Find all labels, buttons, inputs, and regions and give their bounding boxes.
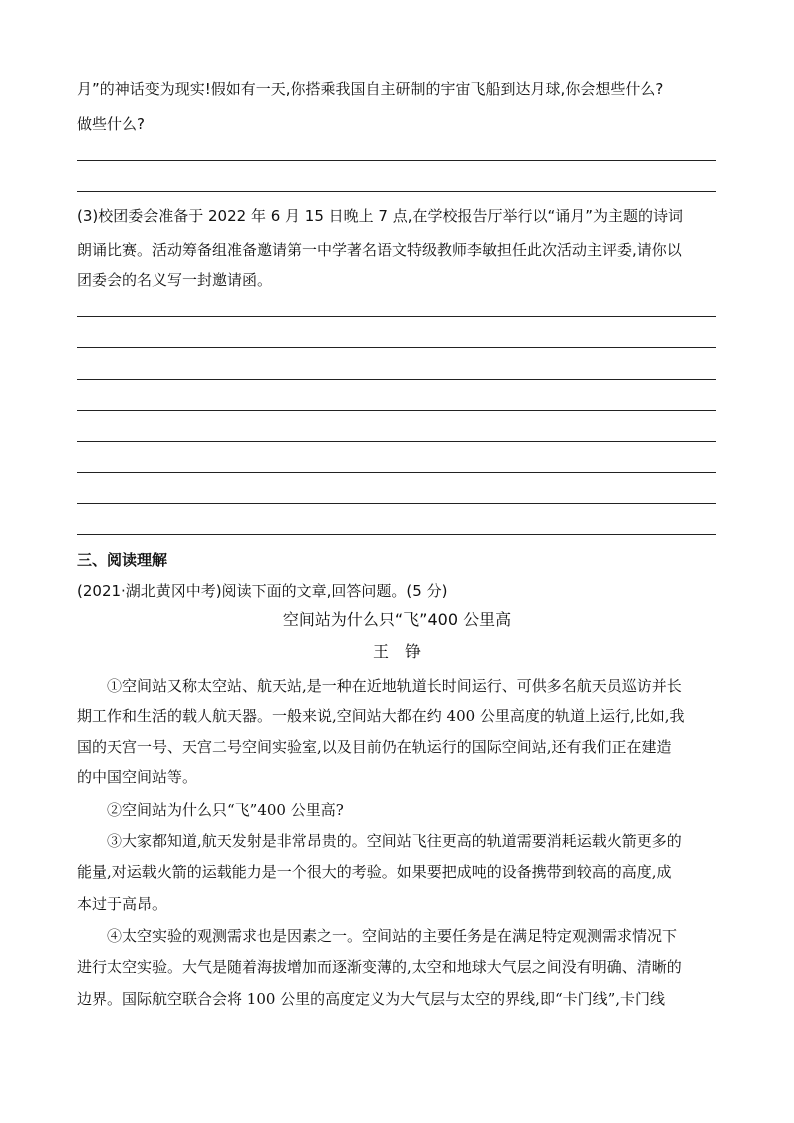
question3-line2: 朗诵比赛。活动筹备组准备邀请第一中学著名语文特级教师李敏担任此次活动主评委,请你以 [77,241,682,259]
answer-line [77,410,716,411]
section-heading: 三、阅读理解 [77,551,168,569]
article-line: 边界。国际航空联合会将 100 公里的高度定义为大气层与太空的界线,即“卡门线”,卡门线 [77,990,666,1008]
article-line: ④太空实验的观测需求也是因素之一。空间站的主要任务是在满足特定观测需求情况下 [107,927,678,945]
answer-line [77,191,716,192]
answer-line [77,534,716,535]
answer-line [77,379,716,380]
answer-line [77,503,716,504]
answer-line [77,347,716,348]
question3-line3: 团委会的名义写一封邀请函。 [77,271,273,289]
question3-line1: (3)校团委会准备于 2022 年 6 月 15 日晚上 7 点,在学校报告厅举行以“诵月”为主题的诗词 [77,207,684,225]
article-line: 期工作和生活的载人航天器。一般来说,空间站大都在约 400 公里高度的轨道上运行,比如,我 [77,707,685,725]
article-line: 的中国空间站等。 [77,768,198,786]
article-line: 国的天宫一号、天宫二号空间实验室,以及目前仍在轨运行的国际空间站,还有我们正在建造 [77,738,672,756]
article-line: 能量,对运载火箭的运载能力是一个很大的考验。如果要把成吨的设备携带到较高的高度,成 [77,863,672,881]
question2-line2: 做些什么? [77,115,145,133]
answer-line [77,160,716,161]
article-line: ③大家都知道,航天发射是非常昂贵的。空间站飞往更高的轨道需要消耗运载火箭更多的 [107,832,682,850]
article-author: 王 铮 [372,642,421,661]
article-line: 本过于高昂。 [77,895,168,913]
article-line: ②空间站为什么只“飞”400 公里高? [107,801,344,819]
answer-line [77,441,716,442]
article-line: ①空间站又称太空站、航天站,是一种在近地轨道长时间运行、可供多名航天员巡访并长 [107,677,682,695]
question2-line1: 月”的神话变为现实!假如有一天,你搭乘我国自主研制的宇宙飞船到达月球,你会想些什么? [77,80,664,98]
answer-line [77,472,716,473]
answer-line [77,316,716,317]
article-title: 空间站为什么只“飞”400 公里高 [282,610,512,629]
section-source: (2021·湖北黄冈中考)阅读下面的文章,回答问题。(5 分) [77,582,448,600]
article-line: 进行太空实验。大气是随着海拔增加而逐渐变薄的,太空和地球大气层之间没有明确、清晰的 [77,958,682,976]
